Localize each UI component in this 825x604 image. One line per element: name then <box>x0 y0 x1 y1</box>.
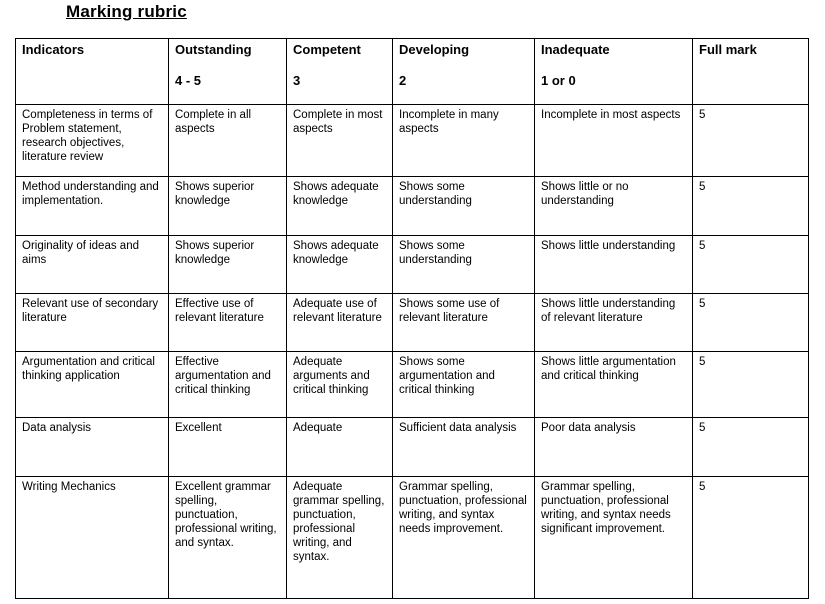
developing-cell: Shows some use of relevant literature <box>393 294 535 352</box>
full-mark-cell: 5 <box>693 294 809 352</box>
outstanding-header <box>169 39 287 105</box>
page-title: Marking rubric <box>66 2 187 21</box>
table-row <box>16 294 809 352</box>
indicator-cell: Writing Mechanics <box>16 477 169 599</box>
inadequate-header <box>535 39 693 105</box>
inadequate-cell: Shows little argumentation and critical thinking <box>535 352 693 418</box>
outstanding-cell: Excellent grammar spelling, punctuation, professional writing, and syntax. <box>169 477 287 599</box>
competent-label: Competent <box>293 42 361 57</box>
outstanding-label: Outstanding <box>175 42 252 57</box>
developing-cell: Incomplete in many aspects <box>393 105 535 177</box>
inadequate-cell: Shows little understanding of relevant literature <box>535 294 693 352</box>
header-row <box>16 39 809 105</box>
developing-label: Developing <box>399 42 470 57</box>
outstanding-cell: Shows superior knowledge <box>169 177 287 236</box>
table-row <box>16 236 809 294</box>
developing-cell: Shows some understanding <box>393 177 535 236</box>
marking-rubric-table <box>15 38 809 599</box>
indicator-cell: Originality of ideas and aims <box>16 236 169 294</box>
developing-cell: Grammar spelling, punctuation, professional writing, and syntax needs improvement. <box>393 477 535 599</box>
competent-cell: Adequate arguments and critical thinking <box>287 352 393 418</box>
developing-cell: Shows some argumentation and critical thinking <box>393 352 535 418</box>
table-row <box>16 177 809 236</box>
indicator-cell: Completeness in terms of Problem statement, research objectives, literature review <box>16 105 169 177</box>
developing-score: 2 <box>399 73 407 88</box>
competent-cell: Complete in most aspects <box>287 105 393 177</box>
indicator-cell: Relevant use of secondary literature <box>16 294 169 352</box>
indicators-header: Indicators <box>16 39 169 105</box>
full-mark-cell: 5 <box>693 105 809 177</box>
developing-cell: Sufficient data analysis <box>393 418 535 477</box>
outstanding-cell: Effective argumentation and critical thinking <box>169 352 287 418</box>
developing-cell: Shows some understanding <box>393 236 535 294</box>
table-row <box>16 418 809 477</box>
outstanding-cell: Effective use of relevant literature <box>169 294 287 352</box>
inadequate-cell: Grammar spelling, punctuation, professional writing, and syntax needs significant improvement. <box>535 477 693 599</box>
competent-cell: Shows adequate knowledge <box>287 177 393 236</box>
inadequate-cell: Shows little understanding <box>535 236 693 294</box>
outstanding-cell: Excellent <box>169 418 287 477</box>
indicator-cell: Method understanding and implementation. <box>16 177 169 236</box>
table-row <box>16 105 809 177</box>
table-row <box>16 477 809 599</box>
full-mark-header: Full mark <box>693 39 809 105</box>
outstanding-cell: Shows superior knowledge <box>169 236 287 294</box>
outstanding-score: 4 - 5 <box>175 73 202 88</box>
inadequate-label: Inadequate <box>541 42 610 57</box>
competent-cell: Adequate <box>287 418 393 477</box>
inadequate-cell: Shows little or no understanding <box>535 177 693 236</box>
full-mark-cell: 5 <box>693 352 809 418</box>
developing-header <box>393 39 535 105</box>
competent-cell: Adequate use of relevant literature <box>287 294 393 352</box>
inadequate-score: 1 or 0 <box>541 73 576 88</box>
inadequate-cell: Poor data analysis <box>535 418 693 477</box>
competent-cell: Shows adequate knowledge <box>287 236 393 294</box>
competent-header <box>287 39 393 105</box>
inadequate-cell: Incomplete in most aspects <box>535 105 693 177</box>
outstanding-cell: Complete in all aspects <box>169 105 287 177</box>
full-mark-cell: 5 <box>693 236 809 294</box>
indicator-cell: Argumentation and critical thinking application <box>16 352 169 418</box>
competent-cell: Adequate grammar spelling, punctuation, professional writing, and syntax. <box>287 477 393 599</box>
full-mark-cell: 5 <box>693 177 809 236</box>
full-mark-cell: 5 <box>693 418 809 477</box>
indicator-cell: Data analysis <box>16 418 169 477</box>
competent-score: 3 <box>293 73 301 88</box>
full-mark-cell: 5 <box>693 477 809 599</box>
table-row <box>16 352 809 418</box>
